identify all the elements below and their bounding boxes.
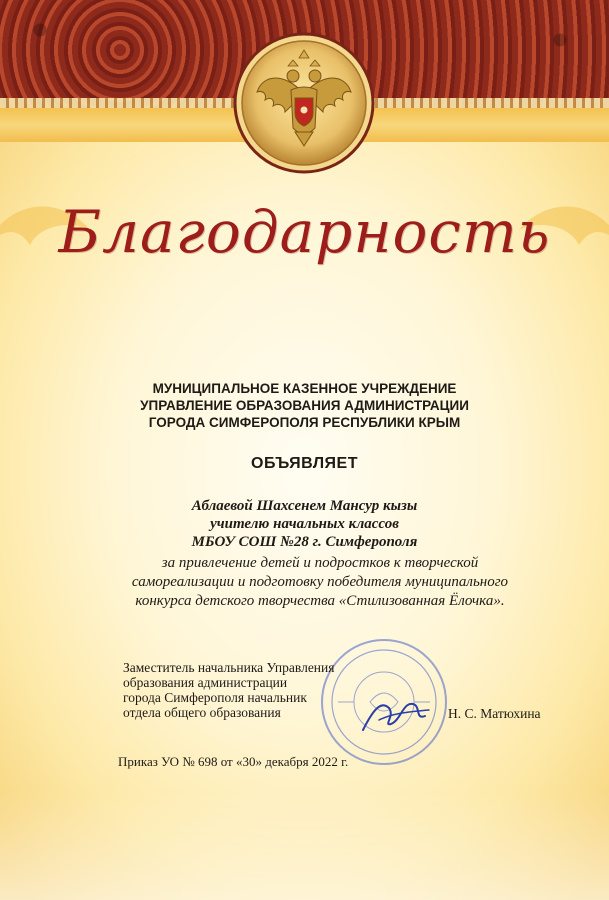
organization-name xyxy=(60,380,549,431)
organization-line: УПРАВЛЕНИЕ ОБРАЗОВАНИЯ АДМИНИСТРАЦИИ xyxy=(140,398,469,413)
recipient-position: учителю начальных классов xyxy=(210,516,399,532)
order-reference: Приказ УО № 698 от «30» декабря 2022 г. xyxy=(118,754,349,769)
recipient-block xyxy=(80,497,529,551)
reason-block xyxy=(100,554,540,611)
reason-line: самореализации и подготовку победителя муниципального xyxy=(131,574,509,590)
signature-icon xyxy=(355,690,435,740)
reason-line: за привлечение детей и подростков к творческой xyxy=(161,555,479,571)
certificate-title: Благодарность xyxy=(58,198,551,266)
signer-name: Н. С. Матюхина xyxy=(448,706,541,721)
signer-position xyxy=(123,660,363,720)
signer-position-line: отдела общего образования xyxy=(123,705,281,720)
recipient-name: Аблаевой Шахсенем Мансур кызы xyxy=(191,498,418,514)
reason-line: конкурса детского творчества «Стилизованная Ёлочка». xyxy=(135,593,505,609)
recipient-school: МБОУ СОШ №28 г. Симферополя xyxy=(191,534,418,550)
announces-heading: ОБЪЯВЛЯЕТ xyxy=(251,455,358,472)
signer-position-line: Заместитель начальника Управления xyxy=(123,660,335,675)
organization-line: МУНИЦИПАЛЬНОЕ КАЗЕННОЕ УЧРЕЖДЕНИЕ xyxy=(152,381,457,396)
organization-line: ГОРОДА СИМФЕРОПОЛЯ РЕСПУБЛИКИ КРЫМ xyxy=(148,415,461,430)
signer-position-line: образования администрации xyxy=(123,675,288,690)
emblem-icon xyxy=(233,32,375,174)
signer-position-line: города Симферополя начальник xyxy=(123,690,307,705)
bottom-fade xyxy=(0,790,609,900)
